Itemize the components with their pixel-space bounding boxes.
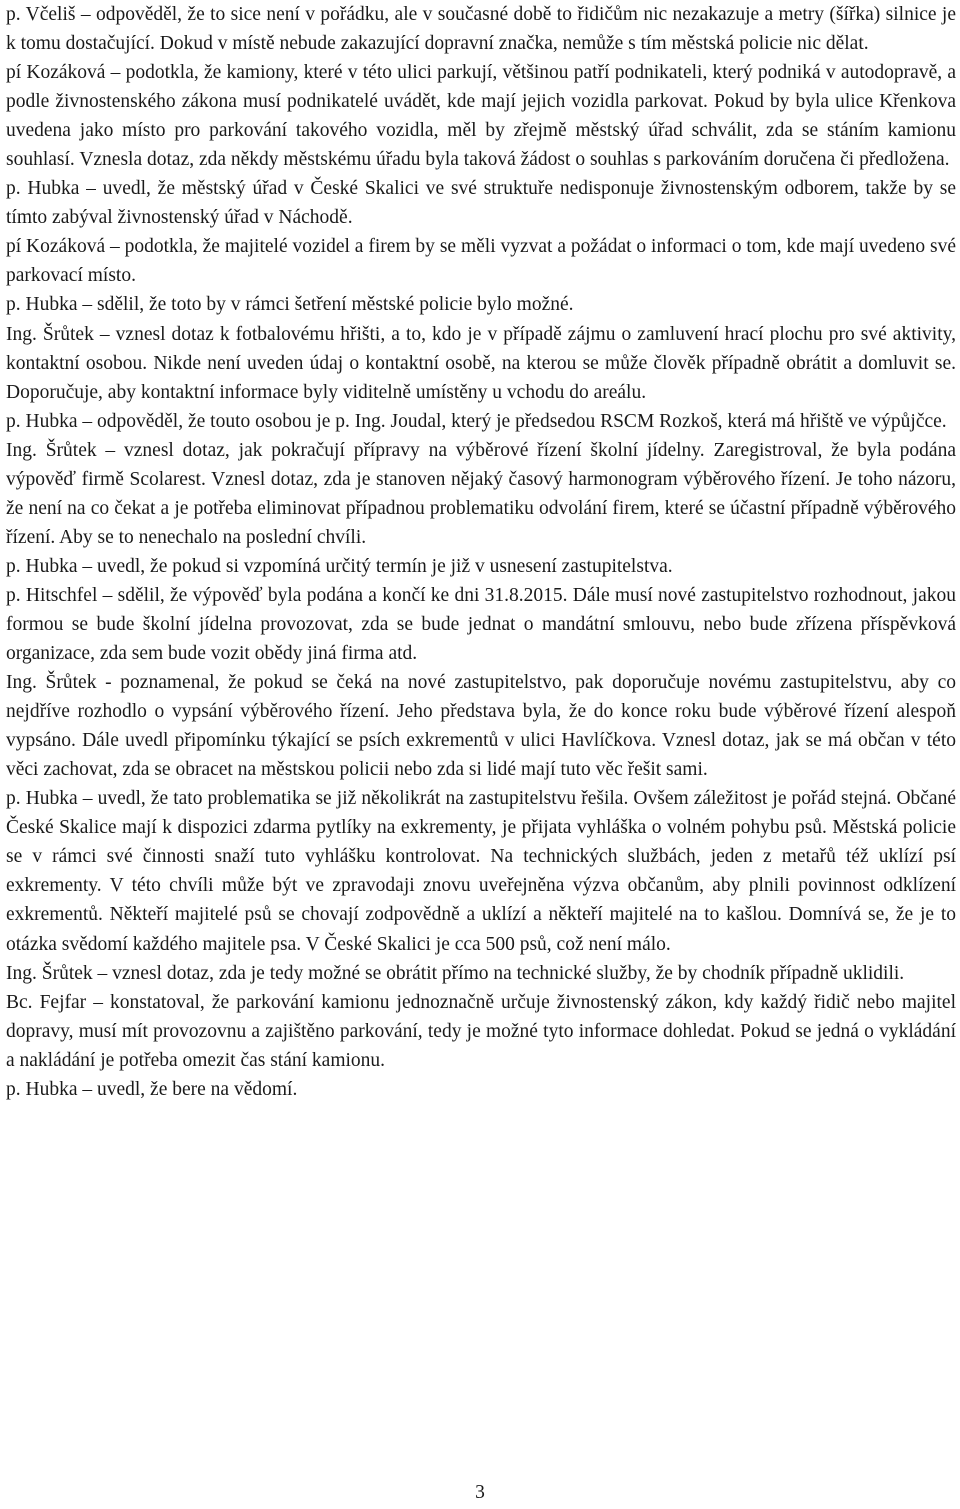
- document-body: [6, 0, 956, 1104]
- paragraph-kozakova-1: pí Kozáková – podotkla, že kamiony, které v této ulici parkují, většinou patří podnikateli, který podniká v autodopravě, a podle živnostenského zákona musí podnikatelé uvádět, kde mají jejich vozidla parkovat. Pokud by byla ulice Křenkova uvedena jako místo pro parkování takového vozidla, měl by zřejmě městský úřad schválit, zda se stáním kamionu souhlasí. Vznesla dotaz, zda někdy městskému úřadu byla taková žádost o souhlas s parkováním doručena či předložena.: [6, 62, 956, 171]
- paragraph-hubka-3: p. Hubka – odpověděl, že touto osobou je p. Ing. Joudal, který je předsedou RSCM Rozkoš, která má hřiště ve výpůjčce.: [6, 410, 947, 432]
- paragraph-hubka-5: p. Hubka – uvedl, že tato problematika se již několikrát na zastupitelstvu řešila. Ovšem záležitost je pořád stejná. Občané České Skalice mají k dispozici zdarma pytlíky na exkrementy, je přijata vyhláška o volném pohybu psů. Městská policie se v rámci své činnosti snaží tuto vyhlášku kontrolovat. Na technických službách, jeden z metařů též uklízí psí exkrementy. V této chvíli může být ve zpravodaji znovu uveřejněna výzva občanům, aby plnili povinnost odklízení exkrementů. Někteří majitelé psů se chovají zodpovědně a uklízí a někteří majitelé na to kašlou. Domnívá se, že je to otázka svědomí každého majitele psa. V České Skalici je cca 500 psů, což není málo.: [6, 788, 956, 955]
- paragraph-fejfar: Bc. Fejfar – konstatoval, že parkování kamionu jednoznačně určuje živnostenský zákon, kdy každý řidič nebo majitel dopravy, musí mít provozovnu a zajištěno parkování, tedy je možné tyto informace dohledat. Pokud se jedná o vykládání a nakládání je potřeba omezit čas stání kamionu.: [6, 991, 956, 1071]
- page-number: 3: [475, 1482, 485, 1503]
- paragraph-srutek-4: Ing. Šrůtek – vznesl dotaz, zda je tedy možné se obrátit přímo na technické služby, že by chodník případně uklidili.: [6, 962, 905, 984]
- paragraph-srutek-3: Ing. Šrůtek - poznamenal, že pokud se čeká na nové zastupitelstvo, pak doporučuje novému zastupitelstvu, aby co nejdříve rozhodlo o vypsání výběrového řízení. Jeho představa byla, že do konce roku bude výběrové řízení alespoň vypsáno. Dále uvedl připomínku týkající se psích exkrementů v ulici Havlíčkova. Vznesl dotaz, jak se má občan v této věci zachovat, zda se obracet na městskou policii nebo zda si lidé mají tuto věc řešit sami.: [6, 672, 956, 781]
- paragraph-kozakova-2: pí Kozáková – podotkla, že majitelé vozidel a firem by se měli vyzvat a požádat o informaci o tom, kde mají uvedeno své parkovací místo.: [6, 236, 956, 287]
- paragraph-hitschfel: p. Hitschfel – sdělil, že výpověď byla podána a končí ke dni 31.8.2015. Dále musí nové zastupitelstvo rozhodnout, jakou formou se bude školní jídelna provozovat, zda se bude jednat o mandátní smlouvu, nebo bude zřízena příspěvková organizace, zda sem bude vozit obědy jiná firma atd.: [6, 584, 956, 665]
- paragraph-hubka-2: p. Hubka – sdělil, že toto by v rámci šetření městské policie bylo možné.: [6, 294, 574, 316]
- paragraph-hubka-4: p. Hubka – uvedl, že pokud si vzpomíná určitý termín je již v usnesení zastupitelstva.: [6, 555, 673, 577]
- paragraph-vceliš: p. Včeliš – odpověděl, že to sice není v pořádku, ale v současné době to řidičům nic nezakazuje a metry (šířka) silnice je k tomu dostačující. Dokud v místě nebude zakazující dopravní značka, nemůže s tím městská policie nic dělat.: [6, 4, 956, 55]
- paragraph-srutek-1: Ing. Šrůtek – vznesl dotaz k fotbalovému hřišti, a to, kdo je v případě zájmu o zamluvení hrací plochu pro své aktivity, kontaktní osobou. Nikde není uveden údaj o kontaktní osobě, na kterou se může člověk případně obrátit a domluvit se. Doporučuje, aby kontaktní informace byly viditelně umístěny u vchodu do areálu.: [6, 323, 956, 403]
- paragraph-hubka-1: p. Hubka – uvedl, že městský úřad v České Skalici ve své struktuře nedisponuje živnostenským odborem, takže by se tímto zabýval živnostenský úřad v Náchodě.: [6, 178, 956, 229]
- paragraph-hubka-6: p. Hubka – uvedl, že bere na vědomí.: [6, 1078, 298, 1100]
- paragraph-srutek-2: Ing. Šrůtek – vznesl dotaz, jak pokračují přípravy na výběrové řízení školní jídelny. Zaregistroval, že byla podána výpověď firmě Scolarest. Vznesl dotaz, zda je stanoven nějaký časový harmonogram výběrového řízení. Je toho názoru, že není na co čekat a je potřeba eliminovat případnou problematiku odvolání firem, které se účastní případně výběrového řízení. Aby se to nenechalo na poslední chvíli.: [6, 439, 956, 548]
